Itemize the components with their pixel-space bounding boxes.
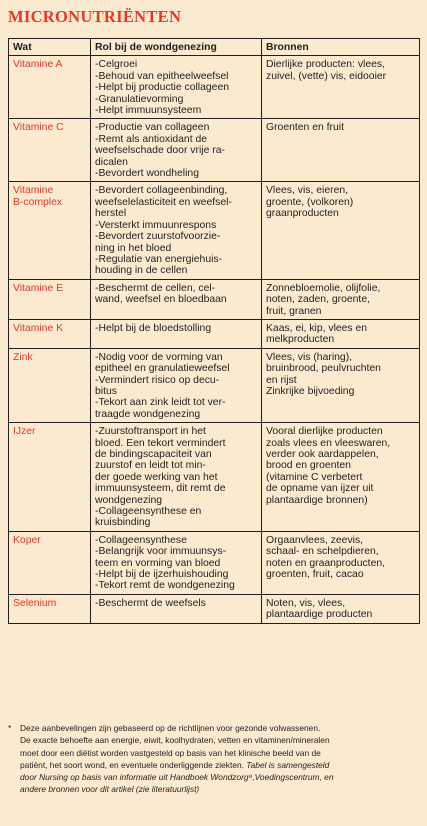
wound-healing-role-line: -Beschermt de cellen, cel- — [95, 282, 216, 294]
nutrient-sources-line: de opname van ijzer uit — [266, 483, 374, 495]
wound-healing-role — [91, 594, 262, 623]
table-row — [9, 423, 420, 532]
wound-healing-role-line: -Belangrijk voor immuunsys- — [95, 546, 227, 558]
wound-healing-role-line: -Remt als antioxidant de — [95, 133, 208, 145]
footnote-source-text: andere bronnen voor dit artikel (zie literatuurlijst) — [20, 784, 200, 795]
nutrient-name-line: Vitamine E — [13, 282, 64, 294]
table-row — [9, 319, 420, 348]
wound-healing-role-line: -Vermindert risico op decu- — [95, 374, 220, 386]
nutrient-sources — [262, 119, 420, 182]
wound-healing-role-line: -Regulatie van energiehuis- — [95, 253, 223, 265]
footnote-marker: * — [8, 723, 12, 733]
nutrient-sources — [262, 594, 420, 623]
footnote-source-text: door Nursing op basis van informatie uit Handboek Wondzorg⁹,Voedingscentrum, en — [20, 772, 334, 783]
nutrient-name — [9, 423, 91, 532]
wound-healing-role — [91, 531, 262, 594]
wound-healing-role-line: wand, weefsel en bloedbaan — [95, 294, 227, 306]
nutrient-sources-line: Orgaanvlees, zeevis, — [266, 534, 364, 546]
nutrient-sources-line: graanproducten — [266, 208, 339, 220]
wound-healing-role-line: kruisbinding — [95, 517, 151, 529]
nutrient-name-line: Zink — [13, 351, 33, 363]
wound-healing-role-line: weefselschade door vrije ra- — [95, 145, 225, 157]
nutrient-sources-line: Zinkrijke bijvoeding — [266, 385, 355, 397]
wound-healing-role-line: bloed. Een tekort vermindert — [95, 437, 226, 449]
footnote-line — [20, 771, 419, 783]
footnote-line — [20, 759, 419, 771]
micronutrient-table — [8, 38, 420, 624]
wound-healing-role-line: de bindingscapaciteit van — [95, 449, 212, 460]
wound-healing-role-line: bitus — [95, 385, 117, 397]
wound-healing-role — [91, 348, 262, 422]
footnote-plain-text: moet door een diëtist worden vastgesteld op basis van het klinische beeld van de — [20, 747, 321, 758]
footnote-plain-text: Deze aanbevelingen zijn gebaseerd op de richtlijnen voor gezonde volwassenen. — [20, 723, 321, 733]
nutrient-name-line: IJzer — [13, 426, 36, 438]
column-header-rol: Rol bij de wondgenezing — [91, 39, 262, 56]
table-row — [9, 182, 420, 279]
nutrient-name — [9, 594, 91, 623]
nutrient-name-line: B-complex — [13, 196, 63, 208]
nutrient-name — [9, 279, 91, 319]
table-body — [9, 56, 420, 623]
footnote-line — [20, 734, 419, 746]
nutrient-sources-line: en rijst — [266, 374, 297, 386]
nutrient-sources-line: bruinbrood, peulvruchten — [266, 363, 381, 375]
wound-healing-role — [91, 182, 262, 279]
nutrient-sources — [262, 56, 420, 119]
page-title: MICRONUTRIËNTEN — [8, 7, 182, 26]
nutrient-sources-line: groente, (volkoren) — [266, 196, 354, 208]
nutrient-sources-line: Vlees, vis (haring), — [266, 351, 353, 363]
wound-healing-role — [91, 319, 262, 348]
nutrient-name — [9, 119, 91, 182]
wound-healing-role-line: weefselelasticiteit en weefsel- — [95, 196, 232, 208]
nutrient-sources-line: Dierlijke producten: vlees, — [266, 59, 385, 71]
wound-healing-role-line: wondgenezing — [95, 494, 163, 506]
table-row — [9, 56, 420, 119]
footnote-text — [20, 722, 419, 796]
nutrient-name-line: Selenium — [13, 597, 57, 609]
wound-healing-role-line: -Versterkt immuunrespons — [95, 219, 217, 231]
column-header-wat: Wat — [9, 39, 91, 56]
wound-healing-role-line: -Tekort remt de wondgenezing — [95, 580, 235, 592]
nutrient-name-line: Vitamine A — [13, 59, 63, 71]
nutrient-sources-line: groenten, fruit, cacao — [266, 569, 364, 581]
nutrient-name — [9, 56, 91, 119]
nutrient-sources-line: Zonnebloemolie, olijfolie, — [266, 282, 381, 294]
column-header-bronnen: Bronnen — [262, 39, 420, 56]
nutrient-name — [9, 319, 91, 348]
nutrient-sources-line: Groenten en fruit — [266, 122, 344, 134]
wound-healing-role-line: -Collageensynthese en — [95, 506, 202, 518]
nutrient-sources — [262, 423, 420, 532]
wound-healing-role-line: -Helpt bij productie collageen — [95, 82, 230, 94]
nutrient-name-line: Vitamine — [13, 185, 54, 197]
nutrient-sources — [262, 182, 420, 279]
wound-healing-role-line: -Beschermt de weefsels — [95, 597, 206, 609]
wound-healing-role — [91, 56, 262, 119]
wound-healing-role-line: teem en vorming van bloed — [95, 557, 221, 569]
nutrient-name-line: Vitamine C — [13, 122, 64, 134]
footnote-plain-text: De exacte behoefte aan energie, eiwit, koolhydraten, vetten en vitaminen/mineralen — [20, 735, 330, 746]
wound-healing-role — [91, 119, 262, 182]
wound-healing-role-line: -Nodig voor de vorming van — [95, 351, 223, 363]
wound-healing-role-line: immuunsysteem, dit remt de — [95, 483, 226, 495]
nutrient-sources-line: noten, zaden, groente, — [266, 294, 370, 306]
table-row — [9, 119, 420, 182]
wound-healing-role — [91, 423, 262, 532]
nutrient-sources-line: schaal- en schelpdieren, — [266, 546, 379, 558]
footnote-plain-text: patiënt, het soort wond, en eventuele onderliggende ziekten. — [20, 759, 247, 770]
footnote-line — [20, 722, 419, 734]
nutrient-name — [9, 531, 91, 594]
nutrient-name-line: Koper — [13, 534, 41, 546]
nutrient-sources — [262, 348, 420, 422]
wound-healing-role-line: der goede werking van het — [95, 471, 218, 483]
nutrient-name-line: Vitamine K — [13, 322, 64, 334]
nutrient-sources-line: fruit, granen — [266, 305, 322, 317]
nutrient-sources — [262, 531, 420, 594]
nutrient-sources-line: brood en groenten — [266, 460, 351, 472]
nutrient-name — [9, 182, 91, 279]
wound-healing-role-line: -Bevordert wondheling — [95, 168, 199, 180]
nutrient-sources-line: plantaardige bronnen) — [266, 494, 368, 506]
wound-healing-role-line: zuurstof en leidt tot min- — [95, 460, 206, 472]
wound-healing-role-line: epitheel en granulatieweefsel — [95, 363, 230, 375]
nutrient-sources-line: zoals vlees en vleeswaren, — [266, 437, 391, 449]
table-row — [9, 594, 420, 623]
nutrient-sources-line: plantaardige producten — [266, 609, 373, 621]
footnote-source-text: Tabel is samengesteld — [246, 759, 330, 770]
wound-healing-role-line: traagde wondgenezing — [95, 408, 201, 420]
nutrient-sources-line: (vitamine C verbetert — [266, 471, 363, 483]
nutrient-sources-line: Vooral dierlijke producten — [266, 426, 383, 438]
wound-healing-role-line: houding in de cellen — [95, 265, 188, 277]
wound-healing-role-line: -Behoud van epitheelweefsel — [95, 70, 229, 82]
wound-healing-role — [91, 279, 262, 319]
wound-healing-role-line: -Collageensynthese — [95, 534, 187, 546]
wound-healing-role-line: dicalen — [95, 156, 128, 168]
nutrient-sources — [262, 279, 420, 319]
nutrient-sources-line: Noten, vis, vlees, — [266, 597, 346, 609]
footnote — [8, 722, 419, 796]
wound-healing-role-line: -Bevordert collageenbinding, — [95, 185, 228, 197]
wound-healing-role-line: -Helpt bij de bloedstolling — [95, 322, 212, 334]
nutrient-name — [9, 348, 91, 422]
wound-healing-role-line: herstel — [95, 208, 127, 220]
nutrient-sources-line: Vlees, vis, eieren, — [266, 185, 349, 197]
wound-healing-role-line: -Bevordert zuurstofvoorzie- — [95, 231, 221, 243]
footnote-line — [20, 783, 419, 795]
wound-healing-role-line: -Zuurstoftransport in het — [95, 426, 206, 438]
wound-healing-role-line: -Helpt immuunsysteem — [95, 105, 202, 117]
table-header-row — [9, 39, 420, 56]
footnote-line — [20, 747, 419, 759]
nutrient-sources-line: noten en graanproducten, — [266, 557, 386, 569]
table-row — [9, 279, 420, 319]
wound-healing-role-line: -Helpt bij de ijzerhuishouding — [95, 569, 229, 581]
nutrient-sources-line: Kaas, ei, kip, vlees en — [266, 322, 368, 334]
nutrient-sources — [262, 319, 420, 348]
table-row — [9, 531, 420, 594]
wound-healing-role-line: -Celgroei — [95, 59, 138, 71]
wound-healing-role-line: -Granulatievorming — [95, 93, 184, 105]
nutrient-sources-line: zuivel, (vette) vis, eidooier — [266, 70, 387, 82]
wound-healing-role-line: -Productie van collageen — [95, 122, 210, 134]
table-row — [9, 348, 420, 422]
nutrient-sources-line: verder ook aardappelen, — [266, 449, 379, 460]
wound-healing-role-line: -Tekort aan zink leidt tot ver- — [95, 397, 226, 409]
wound-healing-role-line: ning in het bloed — [95, 242, 172, 254]
nutrient-sources-line: melkproducten — [266, 334, 335, 346]
